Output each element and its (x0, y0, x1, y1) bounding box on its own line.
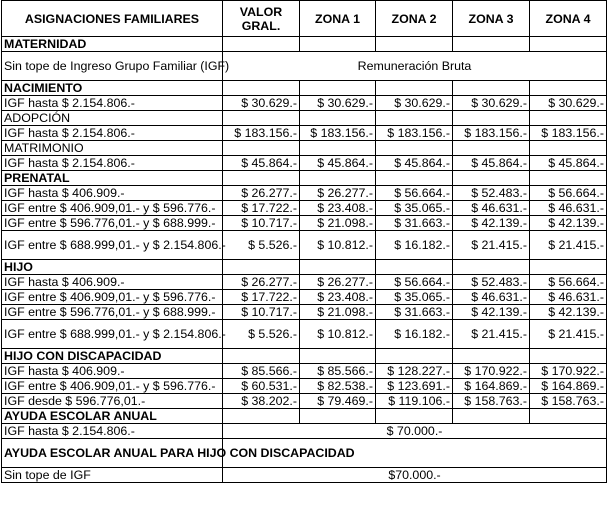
row-label: IGF entre $ 688.999,01.- y $ 2.154.806.- (2, 231, 223, 260)
section-row-ayuda-escolar-discapacidad (2, 439, 607, 468)
cell-zona-4: $ 42.139.- (530, 305, 607, 320)
row-label-maternidad: Sin tope de Ingreso Grupo Familiar (IGF) (2, 52, 223, 81)
cell-zona-1: $ 85.566.- (300, 364, 376, 379)
section-row-nacimiento (2, 81, 607, 96)
table-row (2, 126, 607, 141)
cell-valor-general: $ 5.526.- (223, 320, 300, 349)
empty-cell (530, 111, 607, 126)
section-row-prenatal (2, 171, 607, 186)
table-row (2, 468, 607, 483)
section-title-nacimiento: NACIMIENTO (2, 81, 223, 96)
cell-zona-4: $ 183.156.- (530, 126, 607, 141)
cell-zona-2: $ 30.629.- (376, 96, 453, 111)
empty-cell (530, 81, 607, 96)
cell-zona-3: $ 42.139.- (453, 305, 530, 320)
table-row (2, 201, 607, 216)
cell-valor-general: $ 85.566.- (223, 364, 300, 379)
section-title-matrimonio: MATRIMONIO (2, 141, 223, 156)
cell-zona-3: $ 183.156.- (453, 126, 530, 141)
cell-zona-2: $ 16.182.- (376, 231, 453, 260)
cell-zona-2: $ 45.864.- (376, 156, 453, 171)
section-title-hijo: HIJO (2, 260, 223, 275)
table-row (2, 305, 607, 320)
cell-zona-4: $ 21.415.- (530, 320, 607, 349)
cell-zona-3: $ 52.483.- (453, 275, 530, 290)
row-label: IGF entre $ 596.776,01.- y $ 688.999.- (2, 305, 223, 320)
cell-zona-4: $ 56.664.- (530, 186, 607, 201)
cell-zona-2: $ 31.663.- (376, 305, 453, 320)
empty-cell (223, 37, 300, 52)
row-label: IGF entre $ 688.999,01.- y $ 2.154.806.- (2, 320, 223, 349)
row-label: IGF hasta $ 406.909.- (2, 186, 223, 201)
header-zona-1: ZONA 1 (300, 1, 376, 37)
cell-zona-3: $ 52.483.- (453, 186, 530, 201)
empty-cell (530, 141, 607, 156)
cell-valor-general: $ 45.864.- (223, 156, 300, 171)
cell-zona-3: $ 21.415.- (453, 231, 530, 260)
cell-zona-2: $ 119.106.- (376, 394, 453, 409)
row-label: IGF entre $ 406.909,01.- y $ 596.776.- (2, 290, 223, 305)
cell-zona-1: $ 45.864.- (300, 156, 376, 171)
maternidad-value: Remuneración Bruta (223, 52, 607, 81)
empty-cell (300, 409, 376, 424)
cell-zona-4: $ 46.631.- (530, 201, 607, 216)
cell-zona-1: $ 10.812.- (300, 320, 376, 349)
cell-zona-4: $ 170.922.- (530, 364, 607, 379)
cell-zona-3: $ 30.629.- (453, 96, 530, 111)
row-label: Sin tope de IGF (2, 468, 223, 483)
empty-cell (300, 111, 376, 126)
empty-cell (453, 409, 530, 424)
cell-zona-2: $ 31.663.- (376, 216, 453, 231)
empty-cell (300, 260, 376, 275)
section-row-ayuda-escolar (2, 409, 607, 424)
cell-zona-2: $ 123.691.- (376, 379, 453, 394)
empty-cell (376, 81, 453, 96)
cell-zona-3: $ 164.869.- (453, 379, 530, 394)
cell-zona-1: $ 26.277.- (300, 186, 376, 201)
empty-cell (223, 349, 300, 364)
empty-cell (300, 141, 376, 156)
empty-cell (300, 37, 376, 52)
cell-zona-1: $ 23.408.- (300, 201, 376, 216)
cell-zona-3: $ 170.922.- (453, 364, 530, 379)
cell-zona-2: $ 56.664.- (376, 186, 453, 201)
cell-zona-2: $ 56.664.- (376, 275, 453, 290)
empty-cell (300, 171, 376, 186)
header-zona-2: ZONA 2 (376, 1, 453, 37)
empty-cell (530, 260, 607, 275)
cell-valor-general: $ 30.629.- (223, 96, 300, 111)
header-row (2, 1, 607, 37)
table-row (2, 290, 607, 305)
empty-cell (453, 349, 530, 364)
cell-zona-1: $ 183.156.- (300, 126, 376, 141)
cell-zona-4: $ 30.629.- (530, 96, 607, 111)
header-zona-3: ZONA 3 (453, 1, 530, 37)
empty-cell (530, 171, 607, 186)
header-concept: ASIGNACIONES FAMILIARES (2, 1, 223, 37)
cell-zona-3: $ 46.631.- (453, 290, 530, 305)
empty-cell (376, 349, 453, 364)
row-label: IGF hasta $ 2.154.806.- (2, 96, 223, 111)
cell-zona-1: $ 23.408.- (300, 290, 376, 305)
empty-cell (223, 141, 300, 156)
section-title-prenatal: PRENATAL (2, 171, 223, 186)
empty-cell (530, 37, 607, 52)
cell-zona-3: $ 42.139.- (453, 216, 530, 231)
cell-valor-general: $ 26.277.- (223, 186, 300, 201)
cell-zona-2: $ 16.182.- (376, 320, 453, 349)
empty-cell (223, 409, 300, 424)
empty-cell (223, 111, 300, 126)
section-title-maternidad: MATERNIDAD (2, 37, 223, 52)
family-allowances-table (1, 0, 607, 483)
empty-cell (376, 171, 453, 186)
empty-cell (376, 141, 453, 156)
table-row (2, 186, 607, 201)
empty-cell (376, 409, 453, 424)
cell-zona-4: $ 45.864.- (530, 156, 607, 171)
cell-valor-general: $ 38.202.- (223, 394, 300, 409)
section-row-matrimonio (2, 141, 607, 156)
section-row-hijo-discapacidad (2, 349, 607, 364)
cell-zona-2: $ 128.227.- (376, 364, 453, 379)
cell-zona-2: $ 183.156.- (376, 126, 453, 141)
row-label: IGF hasta $ 2.154.806.- (2, 126, 223, 141)
section-title-adopcion: ADOPCIÓN (2, 111, 223, 126)
cell-zona-1: $ 21.098.- (300, 216, 376, 231)
cell-zona-1: $ 79.469.- (300, 394, 376, 409)
empty-cell (376, 260, 453, 275)
cell-zona-2: $ 35.065.- (376, 290, 453, 305)
empty-cell (453, 260, 530, 275)
empty-cell (453, 37, 530, 52)
cell-zona-1: $ 30.629.- (300, 96, 376, 111)
empty-cell (223, 260, 300, 275)
section-row-adopcion (2, 111, 607, 126)
empty-cell (453, 141, 530, 156)
table-row (2, 96, 607, 111)
empty-cell (530, 409, 607, 424)
empty-cell (376, 111, 453, 126)
table-row (2, 216, 607, 231)
empty-cell (376, 37, 453, 52)
cell-zona-4: $ 46.631.- (530, 290, 607, 305)
table-row (2, 275, 607, 290)
section-row-hijo (2, 260, 607, 275)
cell-zona-1: $ 82.538.- (300, 379, 376, 394)
header-zona-4: ZONA 4 (530, 1, 607, 37)
cell-zona-4: $ 56.664.- (530, 275, 607, 290)
row-label: IGF desde $ 596.776,01.- (2, 394, 223, 409)
empty-cell (300, 349, 376, 364)
cell-valor-general: $ 5.526.- (223, 231, 300, 260)
empty-cell (223, 171, 300, 186)
empty-cell (453, 171, 530, 186)
cell-zona-2: $ 35.065.- (376, 201, 453, 216)
cell-valor-general: $ 26.277.- (223, 275, 300, 290)
row-label: IGF hasta $ 2.154.806.- (2, 424, 223, 439)
empty-cell (530, 349, 607, 364)
empty-cell (223, 81, 300, 96)
cell-valor-general: $ 17.722.- (223, 201, 300, 216)
row-label: IGF hasta $ 406.909.- (2, 275, 223, 290)
row-label: IGF hasta $ 406.909.- (2, 364, 223, 379)
cell-zona-3: $ 21.415.- (453, 320, 530, 349)
cell-valor-general: $ 10.717.- (223, 305, 300, 320)
row-label: IGF entre $ 596.776,01.- y $ 688.999.- (2, 216, 223, 231)
table-row (2, 156, 607, 171)
row-label: IGF entre $ 406.909,01.- y $ 596.776.- (2, 379, 223, 394)
row-label: IGF entre $ 406.909,01.- y $ 596.776.- (2, 201, 223, 216)
cell-zona-4: $ 21.415.- (530, 231, 607, 260)
cell-zona-3: $ 158.763.- (453, 394, 530, 409)
table-row (2, 364, 607, 379)
cell-zona-4: $ 42.139.- (530, 216, 607, 231)
cell-zona-4: $ 164.869.- (530, 379, 607, 394)
empty-cell (453, 111, 530, 126)
ayuda-escolar-discapacidad-value: $70.000.- (223, 468, 607, 483)
row-label: IGF hasta $ 2.154.806.- (2, 156, 223, 171)
empty-cell (453, 81, 530, 96)
table-row (2, 320, 607, 349)
table-row (2, 424, 607, 439)
cell-zona-1: $ 26.277.- (300, 275, 376, 290)
table-row (2, 394, 607, 409)
section-title-hijo-discapacidad: HIJO CON DISCAPACIDAD (2, 349, 223, 364)
cell-zona-1: $ 10.812.- (300, 231, 376, 260)
header-valor-general: VALOR GRAL. (223, 1, 300, 37)
cell-valor-general: $ 60.531.- (223, 379, 300, 394)
section-row-maternidad (2, 37, 607, 52)
cell-zona-3: $ 46.631.- (453, 201, 530, 216)
cell-zona-4: $ 158.763.- (530, 394, 607, 409)
cell-valor-general: $ 10.717.- (223, 216, 300, 231)
table-row (2, 231, 607, 260)
cell-zona-3: $ 45.864.- (453, 156, 530, 171)
cell-valor-general: $ 183.156.- (223, 126, 300, 141)
empty-cell (300, 81, 376, 96)
table-row (2, 52, 607, 81)
table-row (2, 379, 607, 394)
section-title-ayuda-escolar: AYUDA ESCOLAR ANUAL (2, 409, 223, 424)
section-title-ayuda-escolar-discapacidad: AYUDA ESCOLAR ANUAL PARA HIJO CON DISCAPACIDAD (2, 439, 223, 468)
cell-valor-general: $ 17.722.- (223, 290, 300, 305)
cell-zona-1: $ 21.098.- (300, 305, 376, 320)
ayuda-escolar-value: $ 70.000.- (223, 424, 607, 439)
